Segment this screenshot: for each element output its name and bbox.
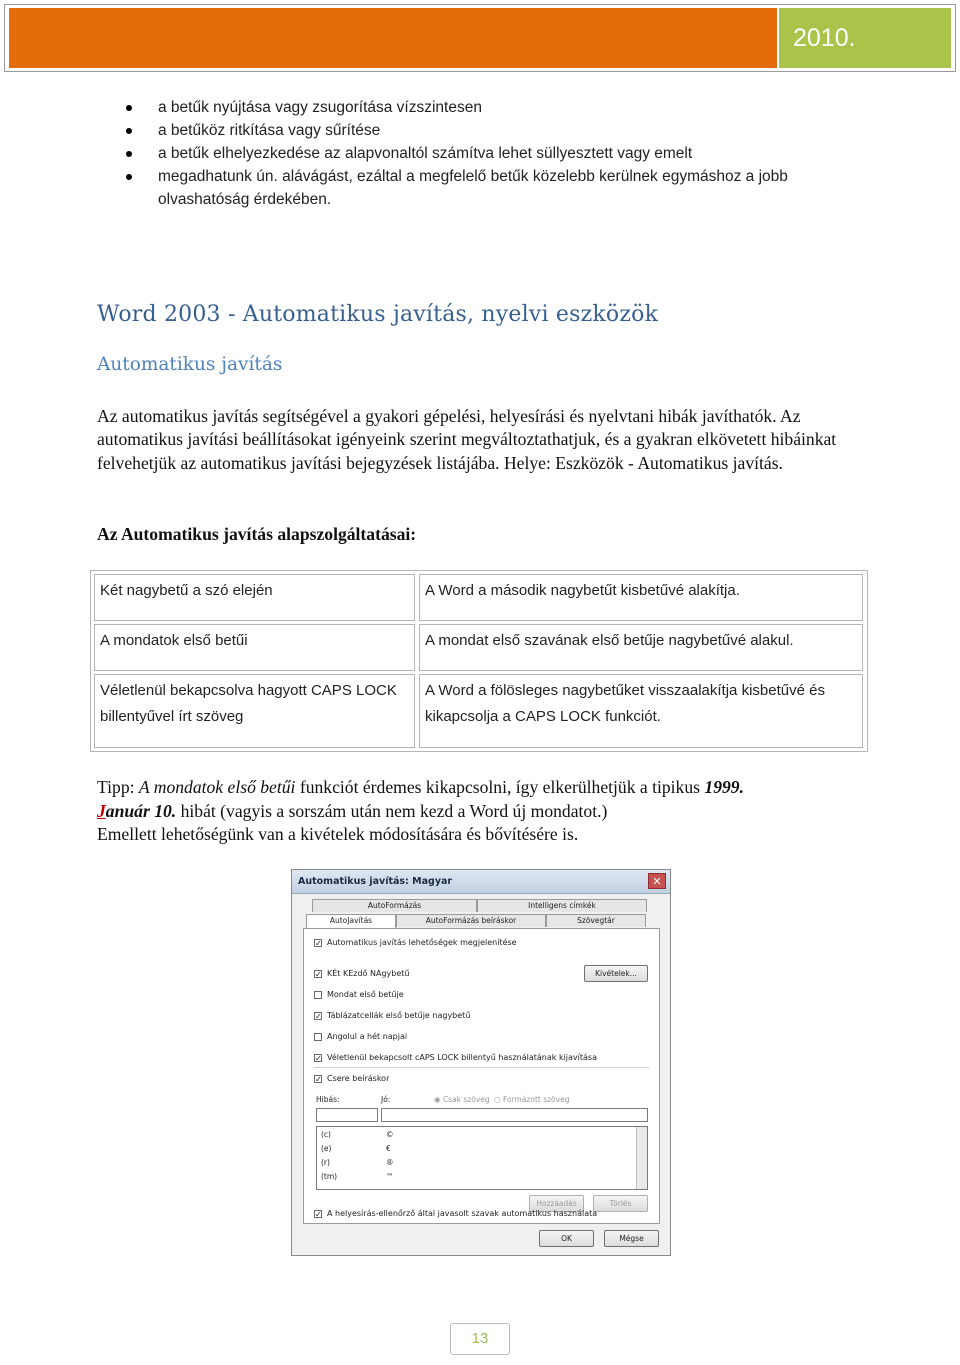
add-button[interactable]: Hozzáadás xyxy=(529,1195,584,1212)
autocorrect-list[interactable] xyxy=(316,1126,648,1190)
autocorrect-dialog xyxy=(291,869,671,1256)
header-title-bar xyxy=(9,8,777,68)
list-item-continuation: olvashatóság érdekében. xyxy=(158,191,332,208)
spellcheck-suggestions-checkbox[interactable]: ✓ A helyesírás-ellenőrző által javasolt szavak automatikus használata xyxy=(315,1209,598,1219)
bullet-icon xyxy=(126,105,132,111)
section-heading: Word 2003 - Automatikus javítás, nyelvi eszközök xyxy=(97,302,659,327)
list-from: (e) xyxy=(321,1144,332,1153)
option-first-letter-sentence[interactable]: Mondat első betűje xyxy=(314,990,404,999)
option-day-names[interactable]: Angolul a hét napjai xyxy=(314,1032,407,1041)
table-cell-description: A Word a fölösleges nagybetűket visszaalakítja kisbetűvé és kikapcsolja a CAPS LOCK funkciót. xyxy=(419,674,863,748)
list-from: (c) xyxy=(321,1130,331,1139)
replace-input[interactable] xyxy=(316,1108,378,1122)
dialog-title: Automatikus javítás: Magyar xyxy=(298,876,453,887)
bullet-icon xyxy=(126,128,132,134)
tab-autoformat[interactable]: AutoFormázás xyxy=(312,899,477,912)
checkbox-icon: ✓ xyxy=(315,969,322,979)
typo-highlight: J xyxy=(97,800,106,821)
list-to: © xyxy=(386,1130,394,1139)
intro-paragraph: Az automatikus javítás segítségével a gyakori gépelési, helyesírási és nyelvtani hibák javíthatók. Az automatikus javítási beállításokat igényeink szerint megváltoztathatjuk, és a gyakran elkövetett hibáinkat felvehetjük az automatikus javítási bejegyzések listájába. Helye: Eszközök - Automatikus javítás. xyxy=(97,406,837,473)
plain-text-radio[interactable]: ◉ Csak szöveg xyxy=(434,1095,490,1104)
checkbox-icon: ✓ xyxy=(315,1011,322,1021)
tab-autotext[interactable]: Szövegtár xyxy=(546,914,646,927)
header-year: 2010. xyxy=(779,8,951,68)
option-two-initial-caps[interactable]: ✓ KÉt KEzdő NAgybetű xyxy=(315,969,410,979)
checkbox-icon: ✓ xyxy=(315,938,322,948)
table-cell-description: A mondat első szavának első betűje nagybetűvé alakul. xyxy=(419,624,863,671)
replace-while-typing-checkbox[interactable]: ✓ Csere beíráskor xyxy=(315,1074,390,1084)
checkbox-icon xyxy=(314,1033,322,1041)
with-label: Jó: xyxy=(381,1095,391,1104)
with-input[interactable] xyxy=(381,1108,648,1122)
checkbox-icon: ✓ xyxy=(315,1053,322,1063)
cancel-button[interactable]: Mégse xyxy=(604,1230,659,1247)
list-item: a betűk elhelyezkedése az alapvonaltól számítva lehet süllyesztett vagy emelt xyxy=(126,142,886,165)
list-item: a betűk nyújtása vagy zsugorítása vízszintesen xyxy=(126,96,886,119)
list-scrollbar[interactable] xyxy=(636,1127,647,1189)
bullet-icon xyxy=(126,151,132,157)
checkbox-icon: ✓ xyxy=(315,1209,322,1219)
divider xyxy=(314,1067,649,1068)
tip-paragraph: Tipp: A mondatok első betűi funkciót érdemes kikapcsolni, így elkerülhetjük a tipikus 1999. Január 10. hibát (vagyis a sorszám után nem kezd a Word új mondatot.) Emellett lehetőségünk van a kivételek módosítására és bővítésére is. xyxy=(97,777,744,844)
close-icon[interactable]: ✕ xyxy=(648,873,666,889)
checkbox-icon xyxy=(314,991,322,999)
services-heading: Az Automatikus javítás alapszolgáltatásai: xyxy=(97,524,417,544)
replace-label: Hibás: xyxy=(316,1095,340,1104)
list-item: a betűköz ritkítása vagy sűrítése xyxy=(126,119,886,142)
formatted-text-radio[interactable]: ○ Formázott szöveg xyxy=(494,1095,570,1104)
table-cell-feature: A mondatok első betűi xyxy=(94,624,415,671)
table-cell-description: A Word a második nagybetűt kisbetűvé alakítja. xyxy=(419,574,863,621)
tab-autoformat-as-you-type[interactable]: AutoFormázás beíráskor xyxy=(396,914,546,927)
list-from: (tm) xyxy=(321,1172,338,1181)
tab-autocorrect[interactable]: AutoJavítás xyxy=(306,914,396,929)
list-item: megadhatunk ún. alávágást, ezáltal a megfelelő betűk közelebb kerülnek egymáshoz a jobb xyxy=(126,165,886,188)
page-number: 13 xyxy=(450,1323,510,1355)
list-from: (r) xyxy=(321,1158,330,1167)
bullet-list xyxy=(126,96,886,211)
show-buttons-checkbox[interactable]: ✓ Automatikus javítás lehetőségek megjelenítése xyxy=(315,938,517,948)
list-to: ® xyxy=(386,1158,394,1167)
checkbox-icon: ✓ xyxy=(315,1074,322,1084)
list-to: ™ xyxy=(386,1172,394,1181)
dialog-panel xyxy=(303,928,660,1224)
dialog-titlebar xyxy=(292,870,670,894)
ok-button[interactable]: OK xyxy=(539,1230,594,1247)
bullet-icon xyxy=(126,174,132,180)
list-to: € xyxy=(386,1144,391,1153)
subsection-heading: Automatikus javítás xyxy=(97,354,283,375)
option-caps-lock[interactable]: ✓ Véletlenül bekapcsolt cAPS LOCK billentyű használatának kijavítása xyxy=(315,1053,597,1063)
table-cell-feature: Véletlenül bekapcsolva hagyott CAPS LOCK billentyűvel írt szöveg xyxy=(94,674,415,748)
option-table-cells[interactable]: ✓ Táblázatcellák első betűje nagybetű xyxy=(315,1011,471,1021)
table-cell-feature: Két nagybetű a szó elején xyxy=(94,574,415,621)
exceptions-button[interactable]: Kivételek... xyxy=(584,965,648,982)
delete-button[interactable]: Törlés xyxy=(593,1195,648,1212)
services-table xyxy=(90,570,868,752)
tab-smart-tags[interactable]: Intelligens címkék xyxy=(477,899,647,912)
